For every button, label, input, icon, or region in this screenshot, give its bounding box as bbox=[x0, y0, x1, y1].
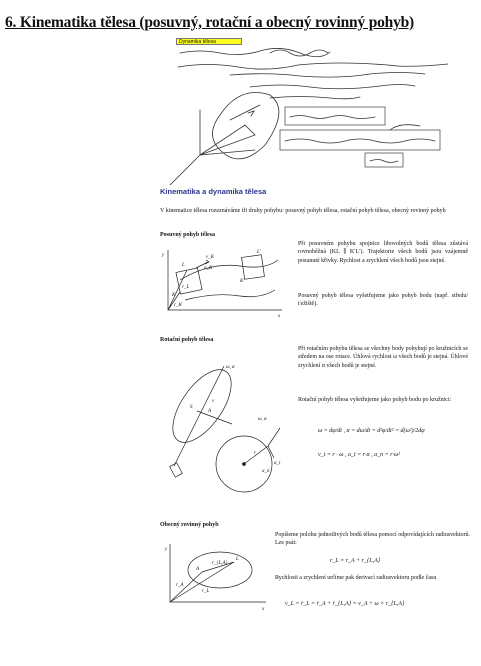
translation-text-2: Posuvný pohyb tělesa vyšetřujeme jako pohyb bodu (např. středu/ťežiště). bbox=[298, 293, 468, 308]
rotation-heading: Rotační pohyb tělesa bbox=[160, 337, 214, 343]
fig-Lp-label: L′ bbox=[257, 250, 261, 255]
rotation-text-1: Při rotačním pohybu tělesa se všechny body pohybují po kružnicích se středem na ose rotace. Úhlová rychlost ω všech bodů je stejná. Úhlové zrychlení α všech bodů je stejné. bbox=[298, 346, 468, 369]
fig-at-label: a_t bbox=[274, 461, 281, 466]
plane-figure bbox=[162, 540, 272, 612]
plane-text-2: Rychlosti a zrychlení určíme pak derivací radiusvektoru podle času bbox=[275, 575, 437, 581]
fig-y-label: y bbox=[162, 253, 165, 258]
fig-v-label: v bbox=[212, 399, 215, 404]
plane-equation-1: r_L = r_A + r_{L,A} bbox=[330, 558, 381, 564]
fig-an-label: a_n bbox=[262, 469, 270, 474]
fig-rLA-label: r_{L,A} bbox=[212, 561, 228, 566]
fig-x-label: x bbox=[262, 607, 265, 612]
section-heading: Kinematika a dynamika tělesa bbox=[160, 187, 267, 196]
fig-r-label: r bbox=[254, 451, 256, 456]
fig-A-label: A bbox=[208, 409, 212, 414]
plane-equation-2: v_L = ṙ_L = ṙ_A + ṙ_{L,A} = v_A + ω × r_{L,A} bbox=[285, 601, 405, 607]
plane-text-1: Popíšeme polohu jednotlivých bodů tělesa pomocí odpovídajících radiusvektorů. Lze psát: bbox=[275, 532, 470, 547]
fig-rA-label: r_A bbox=[176, 583, 184, 588]
fig-aK-label: a_K bbox=[204, 266, 213, 271]
fig-vK-label: v_K bbox=[206, 255, 215, 260]
rotation-equation-2: v_t = r · ω , a_t = r·α , a_n = r·ω² bbox=[318, 452, 401, 458]
fig-A-label: A bbox=[196, 567, 200, 572]
fig-y-label: y bbox=[165, 547, 168, 552]
intro-paragraph: V kinematice tělesa rozeznáváme tři druhy pohybu: posuvný pohyb tělesa, rotační pohyb tělesa, obecný rovinný pohyb bbox=[160, 208, 446, 214]
page-title: 6. Kinematika tělesa (posuvný, rotační a obecný rovinný pohyb) bbox=[5, 14, 415, 31]
translation-figure bbox=[160, 242, 288, 322]
fig-Kp-label: K′ bbox=[240, 279, 245, 284]
fig-S-label: S bbox=[190, 405, 193, 410]
fig-omega2-label: ω, α bbox=[258, 417, 267, 422]
handwritten-notes-sketch bbox=[160, 35, 478, 185]
rotation-text-2: Rotační pohyb tělesa vyšetřujeme jako pohyb bodu po kružnici: bbox=[298, 397, 452, 403]
translation-text-1: Při posuvném pohybu spojnice libovolných bodů tělesa zůstává rovnoběžná (KL ∥ K′L′). Trajektorie všech bodů jsou vzájemně posunuté křivky. Rychlost a zrychlení všech bodů jsou stejné. bbox=[298, 241, 468, 264]
fig-omega-label: ω, α bbox=[226, 365, 235, 370]
fig-L-label: L bbox=[182, 263, 185, 268]
fig-rL-label: r_L bbox=[182, 285, 190, 290]
fig-x-label: x bbox=[278, 314, 281, 319]
rotation-figure bbox=[162, 346, 287, 496]
fig-rK-label: r_K bbox=[174, 303, 182, 308]
fig-L-label: L bbox=[236, 557, 239, 562]
rotation-equation-1: ω = dφ/dt , α = dω/dt = d²φ/dt² = d(ω²)/2dφ bbox=[318, 428, 425, 434]
plane-heading: Obecný rovinný pohyb bbox=[160, 522, 219, 528]
translation-heading: Posuvný pohyb tělesa bbox=[160, 232, 216, 238]
sticky-note: Dynamika tělesa bbox=[176, 38, 242, 45]
fig-K-label: K bbox=[172, 293, 176, 298]
fig-rL-label: r_L bbox=[202, 589, 210, 594]
